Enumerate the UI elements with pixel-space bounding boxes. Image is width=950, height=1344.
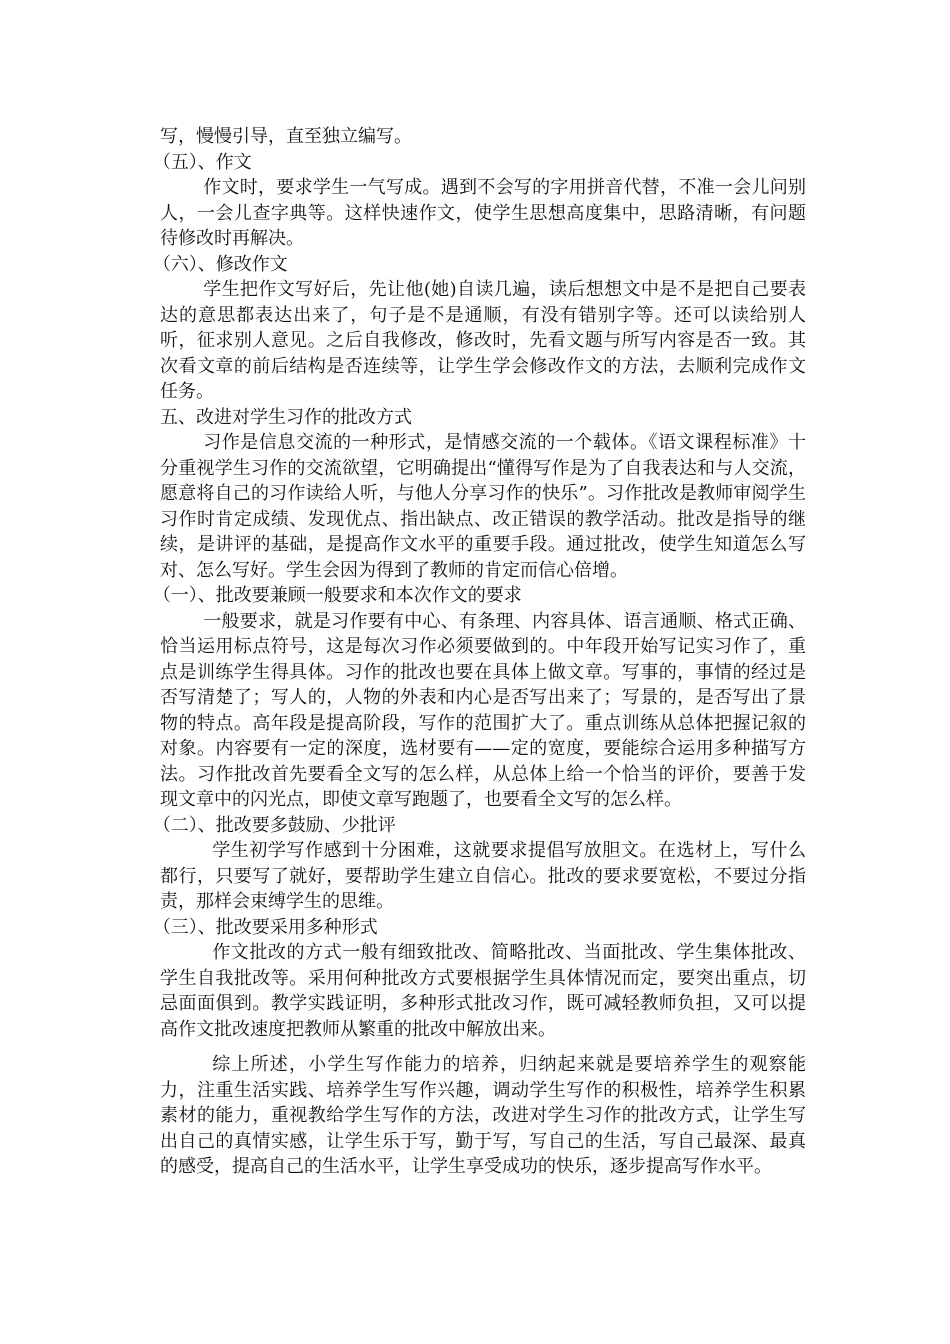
subheading-five-composition: （五）、作文 bbox=[152, 151, 252, 173]
paragraph-correction-intro: 习作是信息交流的一种形式，是情感交流的一个载体。《语文课程标准》十分重视学生习作的交流欲望，它明确提出“懂得写作是为了自我表达和与人交流，愿意将自己的习作读给人听，与他人分享习作的快乐”。习作批改是教师审阅学生习作时肯定成绩、发现优点、指出缺点、改正错误的教学活动。批改是指导的继续，是讲评的基础，是提高作文水平的重要手段。通过批改，使学生知道怎么写对、怎么写好。学生会因为得到了教师的肯定而信心倍增。 bbox=[160, 432, 806, 581]
subheading-two-encourage: （二）、批改要多鼓励、少批评 bbox=[152, 814, 396, 836]
paragraph-forms: 作文批改的方式一般有细致批改、简略批改、当面批改、学生集体批改、学生自我批改等。采用何种批改方式要根据学生具体情况而定，要突出重点，切忌面面俱到。教学实践证明，多种形式批改习作，既可减轻教师负担，又可以提高作文批改速度把教师从繁重的批改中解放出来。 bbox=[160, 942, 806, 1040]
paragraph-encourage: 学生初学写作感到十分困难，这就要求提倡写放胆文。在选材上，写什么都行，只要写了就好，要帮助学生建立自信心。批改的要求要宽松，不要过分指责，那样会束缚学生的思维。 bbox=[160, 840, 806, 912]
section-heading-five: 五、改进对学生习作的批改方式 bbox=[160, 406, 412, 428]
document-page bbox=[152, 124, 806, 1180]
subheading-three-forms: （三）、批改要采用多种形式 bbox=[152, 916, 378, 938]
subheading-one-requirements: （一）、批改要兼顾一般要求和本次作文的要求 bbox=[152, 585, 522, 606]
subheading-six-revise: （六）、修改作文 bbox=[152, 253, 288, 275]
paragraph-conclusion: 综上所述，小学生写作能力的培养，归纳起来就是要培养学生的观察能力，注重生活实践、培养学生写作兴趣，调动学生写作的积极性，培养学生积累素材的能力，重视教给学生写作的方法，改进对学生习作的批改方式，让学生写出自己的真情实感，让学生乐于写，勤于写，写自己的生活，写自己最深、最真的感受，提高自己的生活水平，让学生享受成功的快乐，逐步提高写作水平。 bbox=[160, 1054, 806, 1177]
paragraph-composition: 作文时，要求学生一气写成。遇到不会写的字用拼音代替，不准一会儿问别人，一会儿查字典等。这样快速作文，使学生思想高度集中，思路清晰，有问题待修改时再解决。 bbox=[160, 177, 806, 249]
paragraph-requirements: 一般要求，就是习作要有中心、有条理、内容具体、语言通顺、格式正确、恰当运用标点符号，这是每次习作必须要做到的。中年段开始写记实习作了，重点是训练学生得具体。习作的批改也要在具体上做文章。写事的，事情的经过是否写清楚了；写人的，人物的外表和内心是否写出来了；写景的，是否写出了景物的特点。高年段是提高阶段，写作的范围扩大了。重点训练从总体把握记叙的对象。内容要有一定的深度，选材要有——定的宽度，要能综合运用多种描写方法。习作批改首先要看全文写的怎么样，从总体上给一个恰当的评价，要善于发现文章中的闪光点，即使文章写跑题了，也要看全文写的怎么样。 bbox=[160, 610, 806, 810]
paragraph-continuation: 写，慢慢引导，直至独立编写。 bbox=[160, 126, 412, 147]
paragraph-revise: 学生把作文写好后，先让他(她)自读几遍，读后想想文中是不是把自己要表达的意思都表达出来了，句子是不是通顺，有没有错别字等。还可以读给别人听，征求别人意见。之后自我修改，修改时，先看文题与所写内容是否一致。其次看文章的前后结构是否连续等，让学生学会修改作文的方法，去顺利完成作文任务。 bbox=[160, 279, 806, 402]
